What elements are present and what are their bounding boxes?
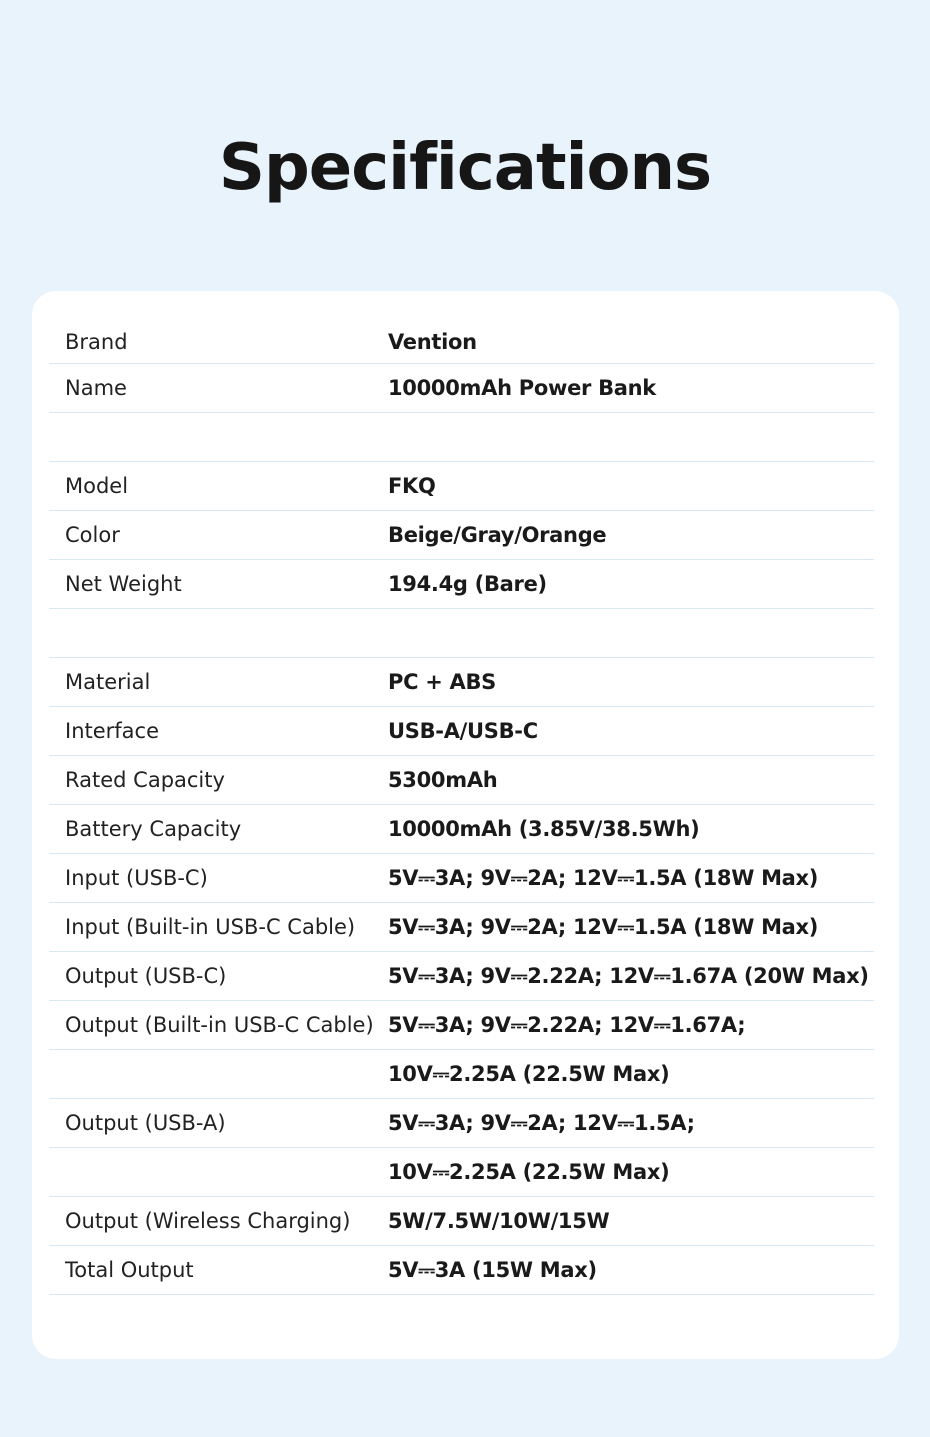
spec-value: 10000mAh (3.85V/38.5Wh) bbox=[388, 817, 700, 841]
table-row-spacer bbox=[49, 609, 874, 658]
table-row bbox=[49, 462, 874, 511]
table-row bbox=[49, 1197, 874, 1246]
spec-label: Color bbox=[65, 523, 120, 547]
spec-table bbox=[49, 318, 874, 1295]
spec-label: Output (USB-C) bbox=[65, 964, 227, 988]
table-row bbox=[49, 364, 874, 413]
table-row bbox=[49, 854, 874, 903]
spec-label: Name bbox=[65, 376, 127, 400]
spec-value: FKQ bbox=[388, 474, 436, 498]
spec-value: 5V⎓3A; 9V⎓2A; 12V⎓1.5A (18W Max) bbox=[388, 915, 819, 939]
spec-label: Model bbox=[65, 474, 129, 498]
spec-label: Total Output bbox=[65, 1258, 194, 1282]
spec-value: 194.4g (Bare) bbox=[388, 572, 547, 596]
table-row bbox=[49, 1246, 874, 1295]
spec-value: 5V⎓3A; 9V⎓2A; 12V⎓1.5A (18W Max) bbox=[388, 866, 819, 890]
table-row bbox=[49, 952, 874, 1001]
spec-value: 5V⎓3A; 9V⎓2.22A; 12V⎓1.67A (20W Max) bbox=[388, 964, 869, 988]
spec-label: Output (Wireless Charging) bbox=[65, 1209, 351, 1233]
table-row bbox=[49, 903, 874, 952]
spec-value: 5V⎓3A; 9V⎓2.22A; 12V⎓1.67A; bbox=[388, 1013, 746, 1037]
spec-label: Material bbox=[65, 670, 151, 694]
spec-label: Output (USB-A) bbox=[65, 1111, 226, 1135]
spec-value: Beige/Gray/Orange bbox=[388, 523, 607, 547]
table-row bbox=[49, 658, 874, 707]
spec-value: 5V⎓3A (15W Max) bbox=[388, 1258, 597, 1282]
table-row bbox=[49, 707, 874, 756]
spec-value: Vention bbox=[388, 330, 477, 354]
spec-value: 5300mAh bbox=[388, 768, 498, 792]
table-row bbox=[49, 756, 874, 805]
table-row bbox=[49, 1001, 874, 1050]
spec-value: USB-A/USB-C bbox=[388, 719, 538, 743]
spec-label: Rated Capacity bbox=[65, 768, 225, 792]
spec-label: Output (Built-in USB-C Cable) bbox=[65, 1013, 374, 1037]
spec-label: Net Weight bbox=[65, 572, 182, 596]
spec-value: 5V⎓3A; 9V⎓2A; 12V⎓1.5A; bbox=[388, 1111, 695, 1135]
table-row bbox=[49, 1148, 874, 1197]
spec-value: PC + ABS bbox=[388, 670, 497, 694]
table-row bbox=[49, 560, 874, 609]
page-title: Specifications bbox=[218, 131, 712, 205]
spec-value: 10V⎓2.25A (22.5W Max) bbox=[388, 1160, 670, 1184]
spec-value: 5W/7.5W/10W/15W bbox=[388, 1209, 610, 1233]
table-row bbox=[49, 318, 874, 364]
table-row bbox=[49, 1099, 874, 1148]
spec-label: Interface bbox=[65, 719, 160, 743]
spec-label: Brand bbox=[65, 330, 128, 354]
table-row-spacer bbox=[49, 413, 874, 462]
spec-value: 10V⎓2.25A (22.5W Max) bbox=[388, 1062, 670, 1086]
table-row bbox=[49, 1050, 874, 1099]
spec-value: 10000mAh Power Bank bbox=[388, 376, 656, 400]
spec-label: Battery Capacity bbox=[65, 817, 242, 841]
table-row bbox=[49, 511, 874, 560]
spec-label: Input (Built-in USB-C Cable) bbox=[65, 915, 356, 939]
spec-label: Input (USB-C) bbox=[65, 866, 208, 890]
table-row bbox=[49, 805, 874, 854]
